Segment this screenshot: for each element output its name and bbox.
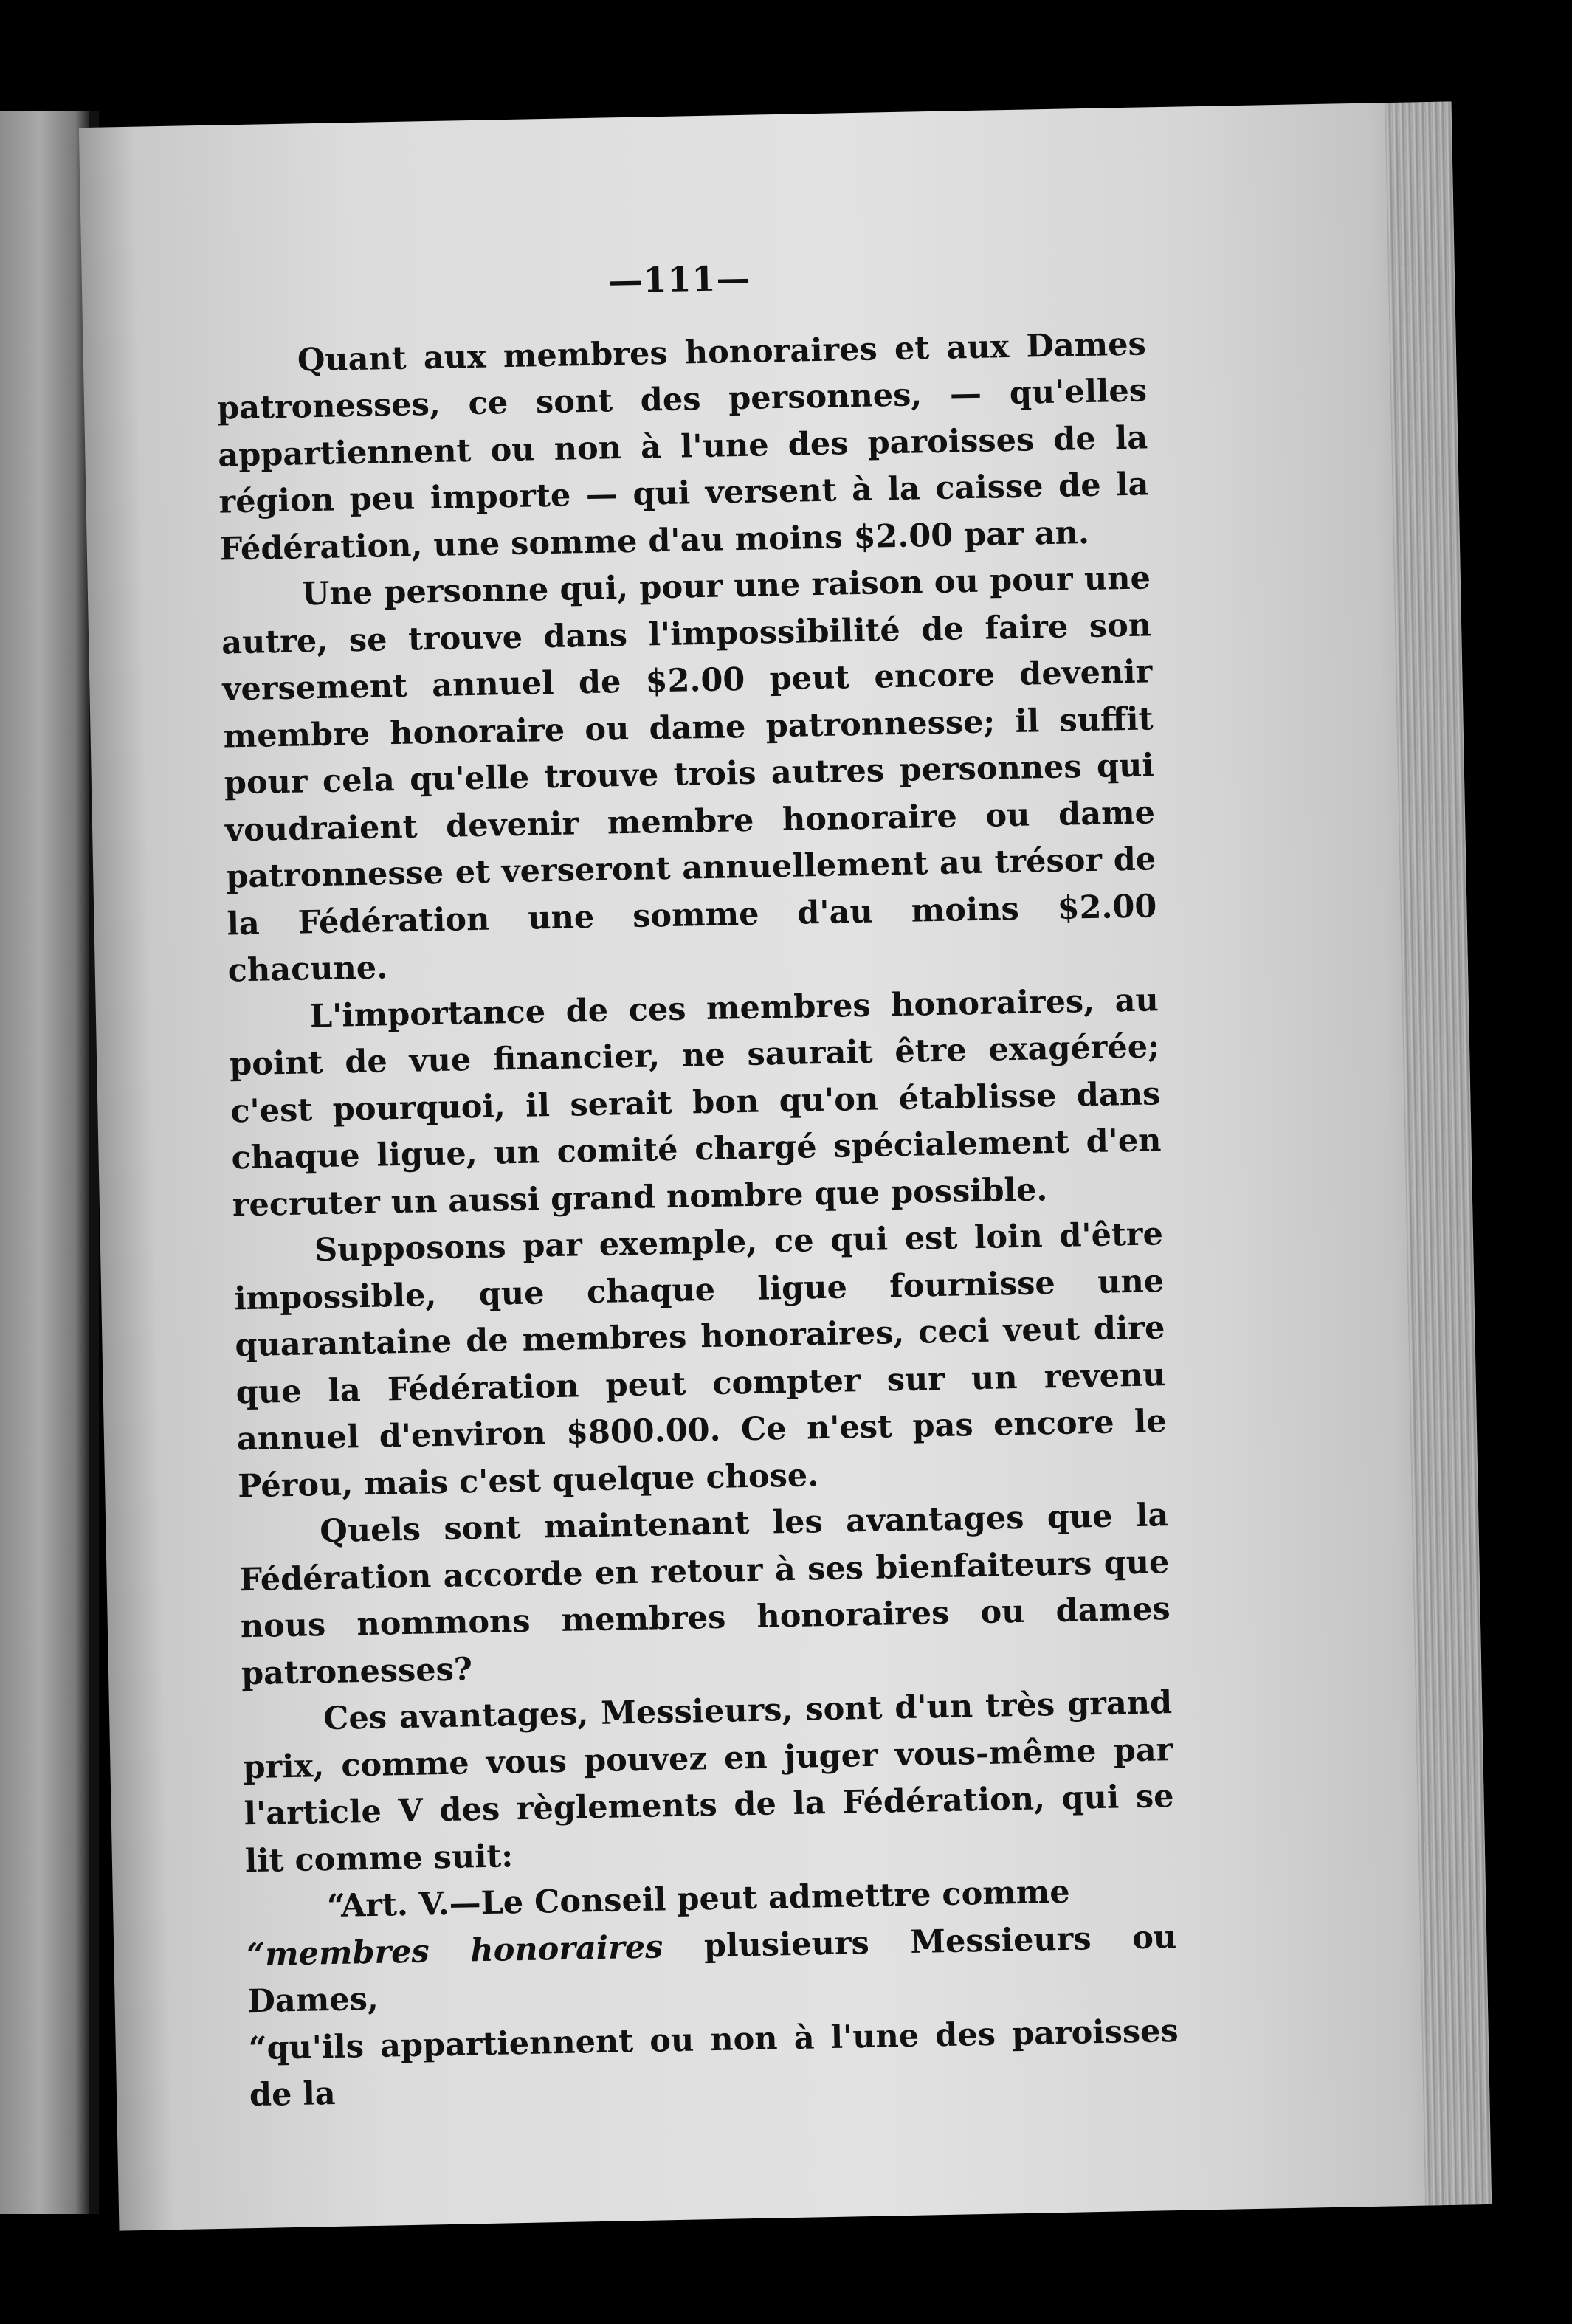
- page-number: —111—: [607, 258, 751, 301]
- page-text: [214, 247, 1179, 2119]
- quote-line-2-rest: plusieurs Messieurs ou Dames,: [247, 1918, 1177, 2021]
- quote-line-1: “Art. V.—Le Conseil peut admettre comme: [326, 1873, 1071, 1925]
- quote-line-2: [247, 1914, 1178, 2026]
- paragraph-6: Ces avantages, Messieurs, sont d'un très grand prix, comme vous pouvez en juger vous-même par l'article V des règlements de la Fédération, qui se lit comme suit:: [243, 1684, 1174, 1880]
- page-edges: [1385, 101, 1492, 2205]
- book-page: [79, 101, 1492, 2230]
- paragraph-5: Quels sont maintenant les avantages que la Fédération accorde en retour à ses bienfaiteurs que nous nommons membres honoraires ou dames patronesses?: [239, 1497, 1171, 1692]
- quote-line-3: “qu'ils appartiennent ou non à l'une des paroisses de la: [248, 2012, 1179, 2114]
- paragraph-4: Supposons par exemple, ce qui est loin d'être impossible, que chaque ligue fournisse une quarantaine de membres honoraires, ceci veut dire que la Fédération peut compter sur un revenu annuel d'environ $800.00. Ce n'est pas encore le Pérou, mais c'est quelque chose.: [233, 1216, 1168, 1505]
- left-facing-page: [0, 111, 89, 2214]
- paragraph-3: L'importance de ces membres honoraires, au point de vue financier, ne saurait être exagérée; c'est pourquoi, il serait bon qu'on établisse dans chaque ligue, un comité chargé spécialement d'en recruter un aussi grand nombre que possible.: [229, 981, 1162, 1224]
- quote-italic-term: “membres honoraires: [246, 1928, 663, 1973]
- paragraph-2: Une personne qui, pour une raison ou pour une autre, se trouve dans l'impossibilité de faire son versement annuel de $2.00 peut encore devenir membre honoraire ou dame patronnesse; il suffit pour cela qu'elle trouve trois autres personnes qui voudraient devenir membre honoraire ou dame patronnesse et verseront annuellement au trésor de la Fédération une somme d'au moins $2.00 chacune.: [221, 559, 1157, 990]
- paragraph-1: Quant aux membres honoraires et aux Dames patronesses, ce sont des personnes, — qu'elles appartiennent ou non à l'une des paroisses de la région peu importe — qui versent à la caisse de la Fédération, une somme d'au moins $2.00 par an.: [216, 325, 1149, 568]
